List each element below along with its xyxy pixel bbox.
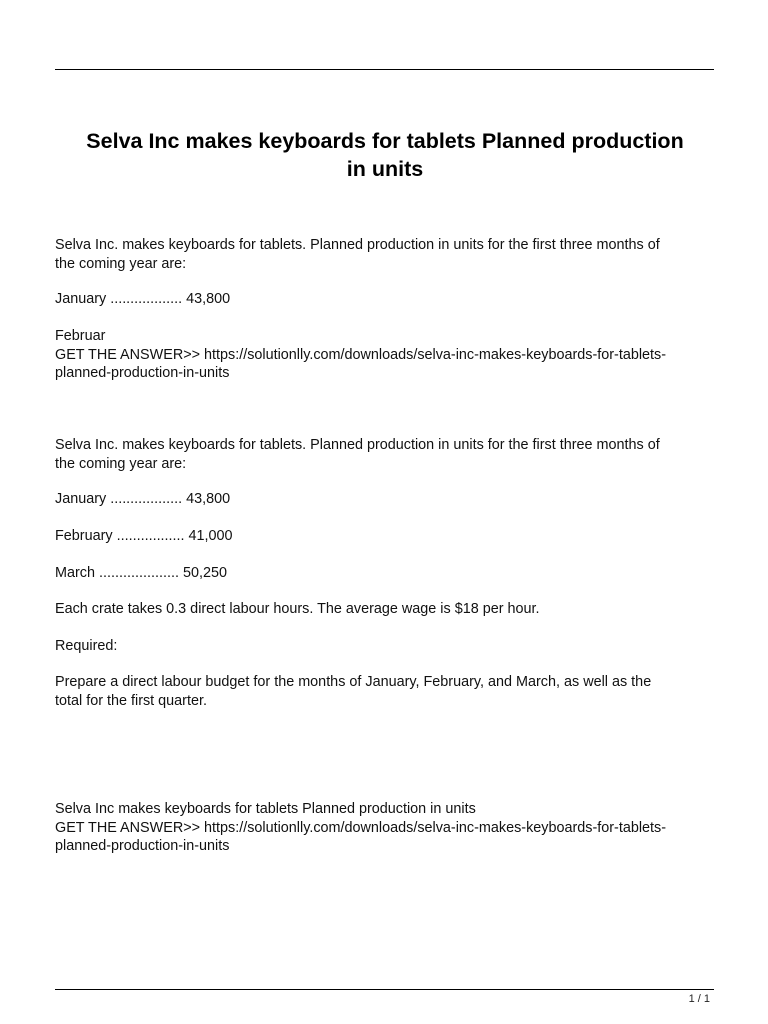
preview-intro <box>55 236 723 273</box>
closing-answer-link-line-1: GET THE ANSWER>> https://solutionlly.com/downloads/selva-inc-makes-keyboards-for-tablets- <box>55 819 667 836</box>
preview-intro-line-2: the coming year are: <box>55 255 187 272</box>
crate-note: Each crate takes 0.3 direct labour hours. The average wage is $18 per hour. <box>55 601 540 617</box>
document-title <box>40 127 730 183</box>
preview-january: January .................. 43,800 <box>55 291 231 307</box>
task-text <box>55 673 723 710</box>
full-march: March .................... 50,250 <box>55 565 227 581</box>
full-january: January .................. 43,800 <box>55 491 231 507</box>
title-line-1: Selva Inc makes keyboards for tablets Planned production <box>86 129 684 153</box>
title-line-2: in units <box>346 157 424 181</box>
header-rule <box>55 69 714 70</box>
closing-answer-link-line-2: planned-production-in-units <box>55 838 230 854</box>
full-february: February ................. 41,000 <box>55 528 233 544</box>
full-intro <box>55 436 723 473</box>
task-line-2: total for the first quarter. <box>55 692 207 709</box>
full-intro-line-2: the coming year are: <box>55 455 187 472</box>
preview-truncated-line-1: Februar <box>55 328 106 344</box>
required-label: Required: <box>55 638 118 654</box>
preview-truncated <box>55 327 723 383</box>
closing-title-line: Selva Inc makes keyboards for tablets Planned production in units <box>55 801 476 817</box>
footer-rule <box>55 989 714 990</box>
page-number: 1 / 1 <box>688 993 710 1005</box>
preview-intro-line-1: Selva Inc. makes keyboards for tablets. Planned production in units for the first three months of <box>55 237 660 253</box>
preview-answer-link-line-2: planned-production-in-units <box>55 365 230 381</box>
closing-block <box>55 800 723 856</box>
preview-answer-link-line-1: GET THE ANSWER>> https://solutionlly.com/downloads/selva-inc-makes-keyboards-for-tablets- <box>55 346 667 363</box>
task-line-1: Prepare a direct labour budget for the months of January, February, and March, as well as the <box>55 674 652 690</box>
full-intro-line-1: Selva Inc. makes keyboards for tablets. Planned production in units for the first three months of <box>55 437 660 453</box>
